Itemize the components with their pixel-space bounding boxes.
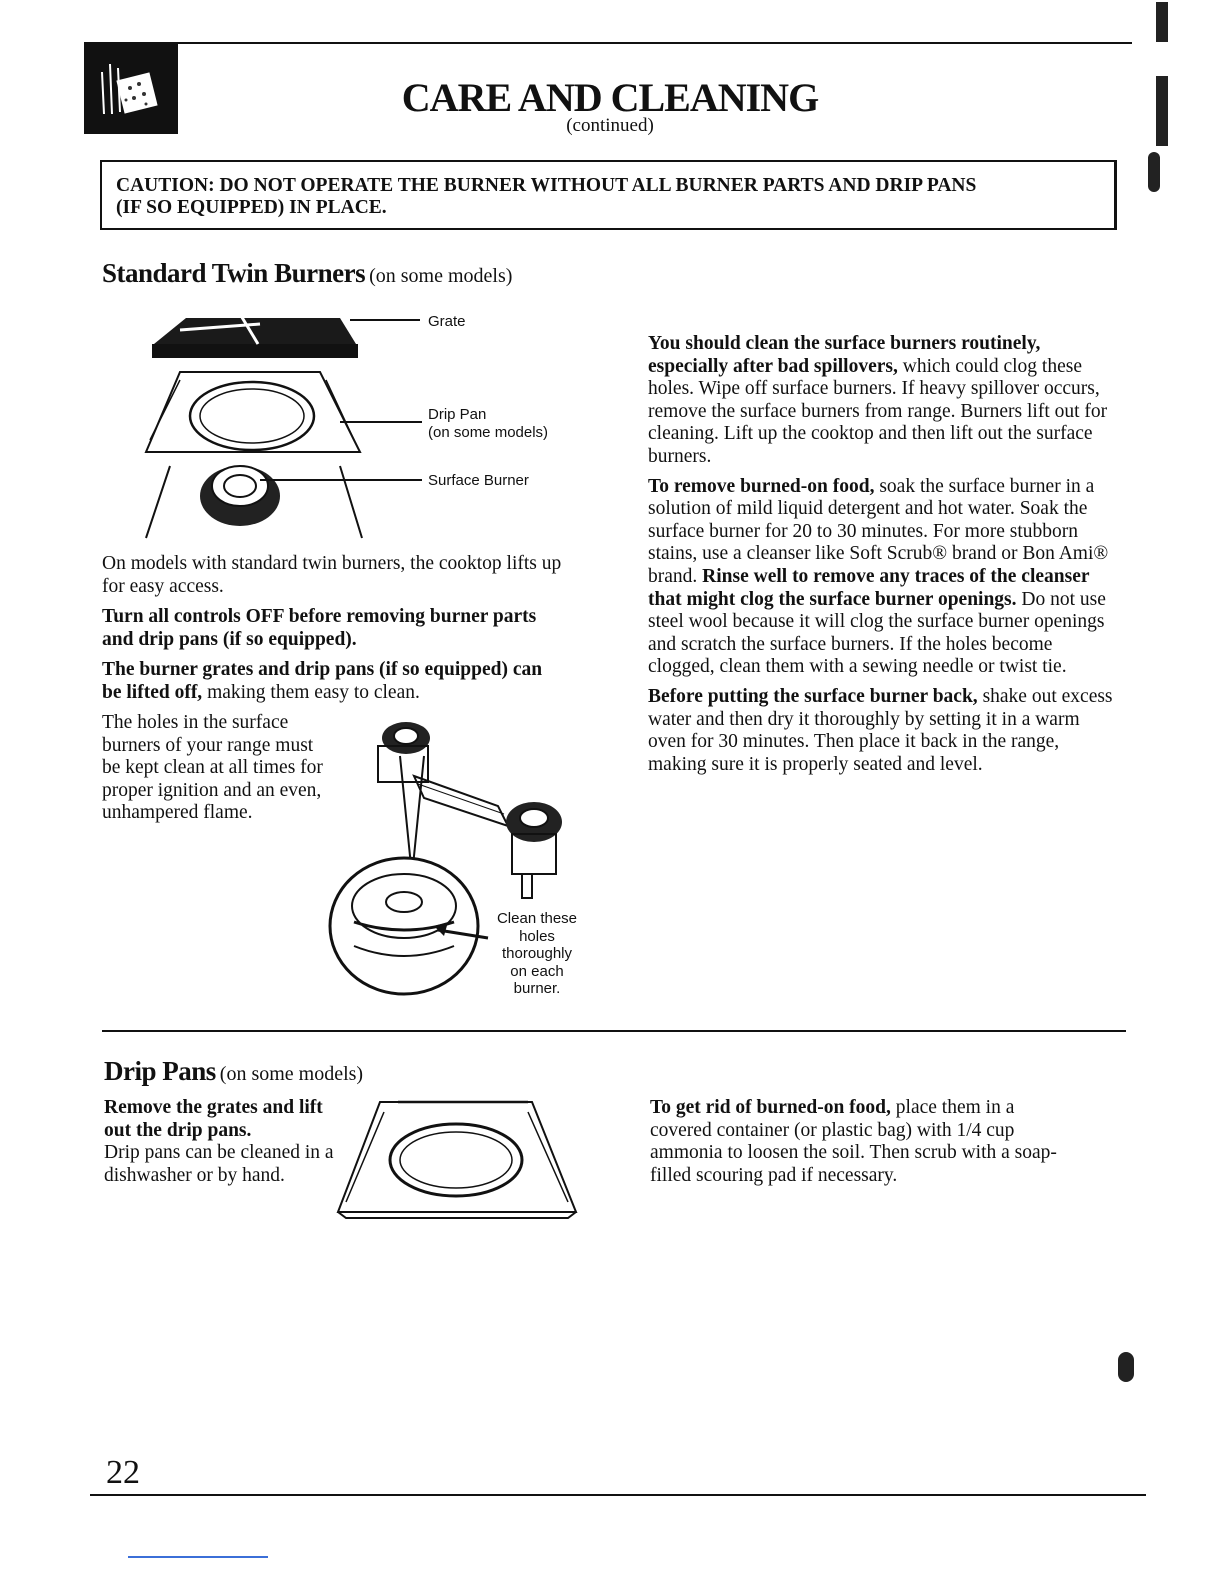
scan-mark (1118, 1352, 1134, 1382)
page-number: 22 (106, 1454, 140, 1491)
scan-mark (1148, 152, 1160, 192)
burner-assembly-diagram (140, 300, 440, 545)
scan-mark (1156, 76, 1168, 146)
controls-off-paragraph: Turn all controls OFF before removing burner parts and drip pans (if so equipped). (102, 606, 537, 650)
cooktop-lift-paragraph: On models with standard twin burners, the cooktop lifts up for easy access. (102, 553, 562, 597)
drip-pans-title: Drip Pans (104, 1056, 216, 1086)
clean-routinely-paragraph: You should clean the surface burners routinely, especially after bad spillovers, which could clog these holes. Wipe off surface burners. If heavy spillover occurs, remove the surface burners from range. Burners lift out for cleaning. Lift up the cooktop and then lift out the surface burners. (648, 333, 1108, 467)
surface-burner-label: Surface Burner (428, 472, 529, 489)
grate-label: Grate (428, 313, 466, 330)
drip-pans-right-paragraph: To get rid of burned-on food, place them in a covered container (or plastic bag) with 1/4 cup ammonia to loosen the soil. Then scrub with a soap-filled scouring pad if necessary. (650, 1097, 1057, 1186)
header-rule (84, 42, 1132, 44)
page-title: CARE AND CLEANING (401, 75, 819, 120)
burner-back-paragraph: Before putting the surface burner back, shake out excess water and then dry it thoroughly by setting it in a warm oven for 30 minutes. Then place it back in the range, making sure it is properly seated and level. (648, 685, 1113, 775)
burned-on-food-paragraph: To remove burned-on food, soak the surface burner in a solution of mild liquid detergent and hot water. Soak the surface burner for 20 to 30 minutes. For more stubborn stains, use a cleanser like Soft Scrub® brand or Bon Ami® brand. Rinse well to remove any traces of the cleanser that might clog the surface burner openings. Do not use steel wool because it will clog the surface burner openings and scratch the surface burners. If the holes become clogged, clean them with a sewing needle or twist tie. (648, 475, 1109, 678)
drip-pans-left-paragraph: Remove the grates and lift out the drip pans. Drip pans can be cleaned in a dishwasher or by hand. (104, 1097, 334, 1186)
twin-burners-subtitle: (on some models) (369, 265, 513, 287)
twin-burners-title: Standard Twin Burners (102, 258, 366, 288)
holes-paragraph: The holes in the surface burners of your range must be kept clean at all times for proper ignition and an even, unhampered flame. (102, 712, 323, 824)
drip-pan-note-label: (on some models) (428, 424, 549, 441)
caution-line-1: CAUTION: DO NOT OPERATE THE BURNER WITHOUT ALL BURNER PARTS AND DRIP PANS (116, 175, 977, 196)
grates-lift-paragraph: The burner grates and drip pans (if so equipped) can be lifted off, making them easy to clean. (102, 659, 543, 703)
drip-pans-heading (104, 1056, 363, 1087)
drip-pan-diagram (332, 1096, 582, 1222)
section-divider (102, 1030, 1126, 1032)
twin-burners-heading (102, 258, 512, 289)
caution-line-2: (IF SO EQUIPPED) IN PLACE. (116, 197, 387, 218)
scan-mark (1156, 2, 1168, 42)
page-subtitle: (continued) (566, 115, 654, 136)
cleaning-hand-icon (84, 42, 178, 134)
caution-box (100, 160, 1117, 230)
bottom-link-line (128, 1556, 268, 1558)
drip-pans-subtitle: (on some models) (219, 1063, 364, 1085)
drip-pan-label: Drip Pan (428, 406, 487, 423)
footer-rule (90, 1494, 1146, 1496)
clean-holes-label: Clean these holes thoroughly on each burner. (496, 910, 578, 997)
